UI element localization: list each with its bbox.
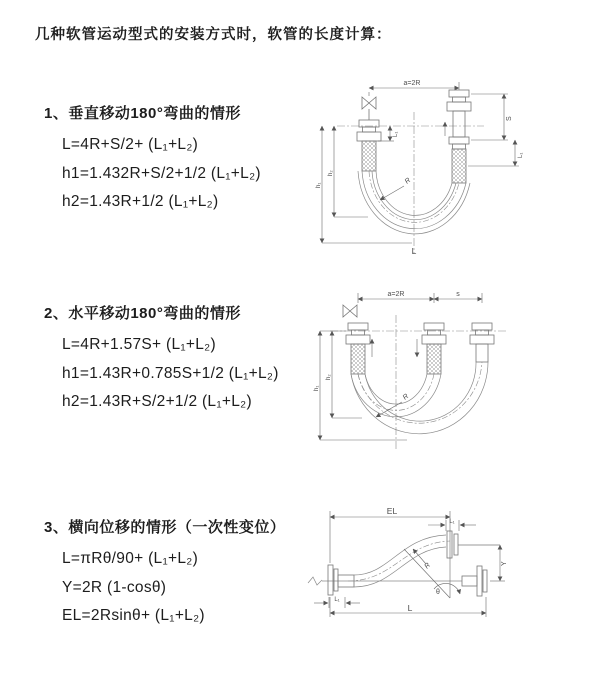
left-pipe-flange [357, 120, 381, 171]
section-1-heading: 1、垂直移动180°弯曲的情形 [44, 105, 241, 122]
braided-hose-section [452, 149, 466, 183]
braided-hose-section [351, 344, 365, 374]
dimension-h2 [334, 126, 368, 217]
dim-label-theta: θ [436, 589, 440, 596]
formula-h1: h1=1.43R+0.785S+1/2 (L₁+L₂) [62, 364, 279, 382]
u-bend-hose-position2 [351, 362, 488, 434]
dimension-l1-right [468, 140, 519, 166]
radius-leader [413, 549, 426, 564]
section-lateral-displacement [44, 516, 285, 631]
dim-label-l: L [411, 246, 417, 256]
formula-h2: h2=1.43R+1/2 (L₁+L₂) [62, 193, 219, 210]
upper-right-flange [447, 531, 500, 558]
dim-label-h1: h₁ [314, 385, 320, 391]
dim-label-l1-bottom: L₁ [334, 597, 340, 603]
section-horizontal-180 [44, 302, 279, 417]
formula-l: L=πRθ/90+ (L₁+L₂) [62, 550, 199, 567]
formula-h1: h1=1.432R+S/2+1/2 (L₁+L₂) [62, 164, 261, 182]
braided-hose-section [362, 141, 376, 171]
dim-label-h2: h₂ [328, 170, 334, 176]
dim-label-h1: h₁ [316, 182, 322, 188]
diagram-horizontal-180-bend [312, 287, 527, 455]
left-pipe-flange [346, 323, 370, 374]
dim-label-l: L [407, 603, 413, 613]
break-symbol [308, 577, 322, 585]
middle-pipe-flange [422, 323, 446, 374]
dimension-s [471, 94, 508, 140]
dim-label-h2: h₂ [326, 374, 332, 380]
displaced-hose-curve [348, 535, 450, 587]
section-3-heading: 3、横向位移的情形（一次性变位） [44, 519, 286, 536]
dim-label-a2r: a=2R [403, 80, 421, 87]
valve-icon [343, 305, 357, 317]
dim-label-r: R [401, 392, 411, 402]
dim-label-r: R [403, 176, 413, 186]
radius-leader [380, 186, 404, 200]
section-2-heading: 2、水平移动180°弯曲的情形 [44, 305, 241, 322]
section-vertical-180 [44, 102, 261, 217]
dimension-l1-left [378, 126, 394, 141]
dim-label-l1-top: L₁ [449, 519, 455, 525]
diagram-vertical-180-bend [312, 76, 527, 258]
diagram-lateral-displacement [300, 503, 565, 638]
formula-l: L=4R+S/2+ (L₁+L₂) [62, 136, 199, 153]
dim-label-y: Y [501, 561, 508, 566]
dim-label-s: S [506, 116, 513, 121]
dim-label-l1-right: L₁ [518, 152, 524, 158]
right-pipe-flange [447, 90, 471, 183]
formula-h2: h2=1.43R+S/2+1/2 (L₁+L₂) [62, 393, 252, 410]
formula-y: Y=2R (1-cosθ) [62, 578, 167, 596]
radius-leader [376, 402, 402, 417]
page-title: 几种软管运动型式的安装方式时，软管的长度计算： [35, 27, 392, 43]
lower-right-flange [462, 566, 487, 596]
right-pipe-flange [470, 323, 494, 362]
formula-l: L=4R+1.57S+ (L₁+L₂) [62, 336, 216, 353]
dim-label-l1-left: L₁ [393, 131, 399, 137]
dim-label-a2r: a=2R [387, 291, 405, 298]
left-flange [328, 565, 354, 595]
dim-label-el: EL [386, 506, 398, 516]
dim-label-s: s [456, 291, 460, 298]
braided-hose-section [427, 344, 441, 374]
dim-label-r: R [423, 561, 432, 571]
valve-icon [362, 97, 376, 120]
formula-el: EL=2Rsinθ+ (L₁+L₂) [62, 607, 205, 624]
